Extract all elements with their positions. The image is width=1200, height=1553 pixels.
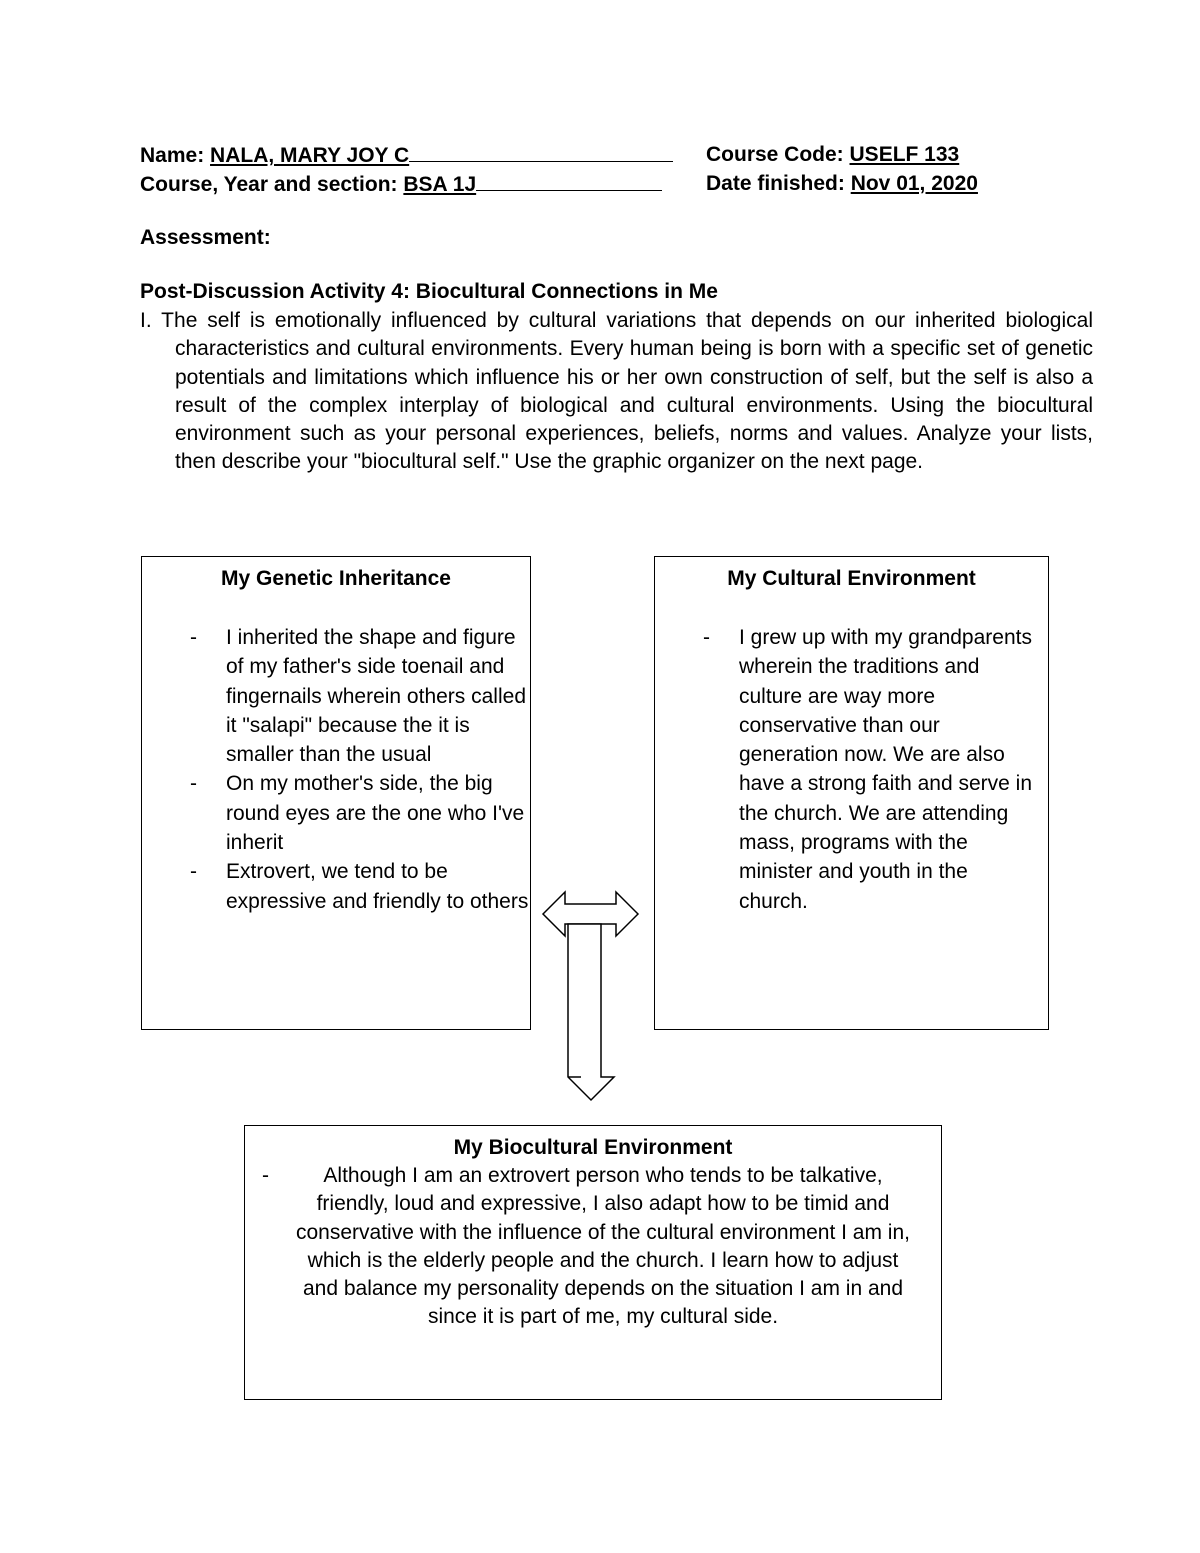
biocultural-environment-title: My Biocultural Environment (453, 1136, 733, 1159)
cultural-environment-list (655, 623, 1048, 916)
list-item-text: I inherited the shape and figure of my father's side toenail and fingernails wherein others called it "salapi" because the it is smaller than the usual (226, 626, 526, 767)
list-item-text: On my mother's side, the big round eyes are the one who I've inherit (226, 772, 525, 855)
course-code-label: Course Code: (706, 143, 850, 166)
course-code-row (706, 143, 959, 167)
list-item (245, 1162, 941, 1332)
biocultural-environment-list (245, 1162, 941, 1332)
course-underline (476, 172, 662, 191)
list-marker: - (703, 626, 710, 649)
cultural-environment-box (654, 556, 1049, 1030)
instructions-paragraph: I. The self is emotionally influenced by cultural variations that depends on our inherited biological characteristics and cultural environments. Every human being is born with a specific set of genetic potentials and limitations which influence his or her own construction of self, but the self is also a result of the complex interplay of biological and cultural environments. Using the biocultural environment such as your personal experiences, beliefs, norms and values. Analyze your lists, then describe your "biocultural self." Use the graphic organizer on the next page. (140, 309, 1093, 474)
course-label: Course, Year and section: (140, 173, 404, 196)
name-underline (409, 143, 673, 162)
course-row (140, 172, 662, 197)
down-arrow-icon (568, 924, 614, 1100)
list-item (142, 623, 530, 769)
date-label: Date finished: (706, 172, 851, 195)
list-item-text: Extrovert, we tend to be expressive and friendly to others (226, 860, 529, 913)
name-row (140, 143, 673, 168)
list-marker: - (190, 772, 197, 796)
list-marker: - (190, 626, 197, 649)
biocultural-environment-box (244, 1125, 942, 1400)
activity-title: Post-Discussion Activity 4: Biocultural Connections in Me (140, 280, 718, 303)
list-marker: - (190, 860, 197, 884)
list-item-text: Although I am an extrovert person who tends to be talkative, friendly, loud and expressive, I also adapt how to be timid and conservative with the influence of the cultural environment I am in, which is the elderly people and the church. I learn how to adjust and balance my personality depends on the situation I am in and since it is part of me, my cultural side. (296, 1164, 910, 1329)
list-item (655, 623, 1048, 916)
list-item-text: I grew up with my grandparents wherein the traditions and culture are way more conservative than our generation now. We are also have a strong faith and serve in the church. We are attending mass, programs with the minister and youth in the church. (739, 626, 1033, 913)
genetic-inheritance-title: My Genetic Inheritance (221, 567, 451, 590)
assessment-heading: Assessment: (140, 226, 271, 249)
list-item (142, 769, 530, 857)
list-marker: - (262, 1164, 269, 1187)
name-value: NALA, MARY JOY C (210, 144, 410, 167)
connector-arrows (538, 888, 648, 1104)
date-value: Nov 01, 2020 (850, 172, 978, 195)
cultural-environment-title: My Cultural Environment (727, 567, 976, 590)
genetic-inheritance-list (142, 623, 530, 916)
date-row (706, 172, 978, 196)
course-code-value: USELF 133 (849, 143, 960, 166)
list-item (142, 857, 530, 916)
course-value: BSA 1J (403, 173, 477, 196)
genetic-inheritance-box (141, 556, 531, 1030)
name-label: Name: (140, 144, 211, 167)
